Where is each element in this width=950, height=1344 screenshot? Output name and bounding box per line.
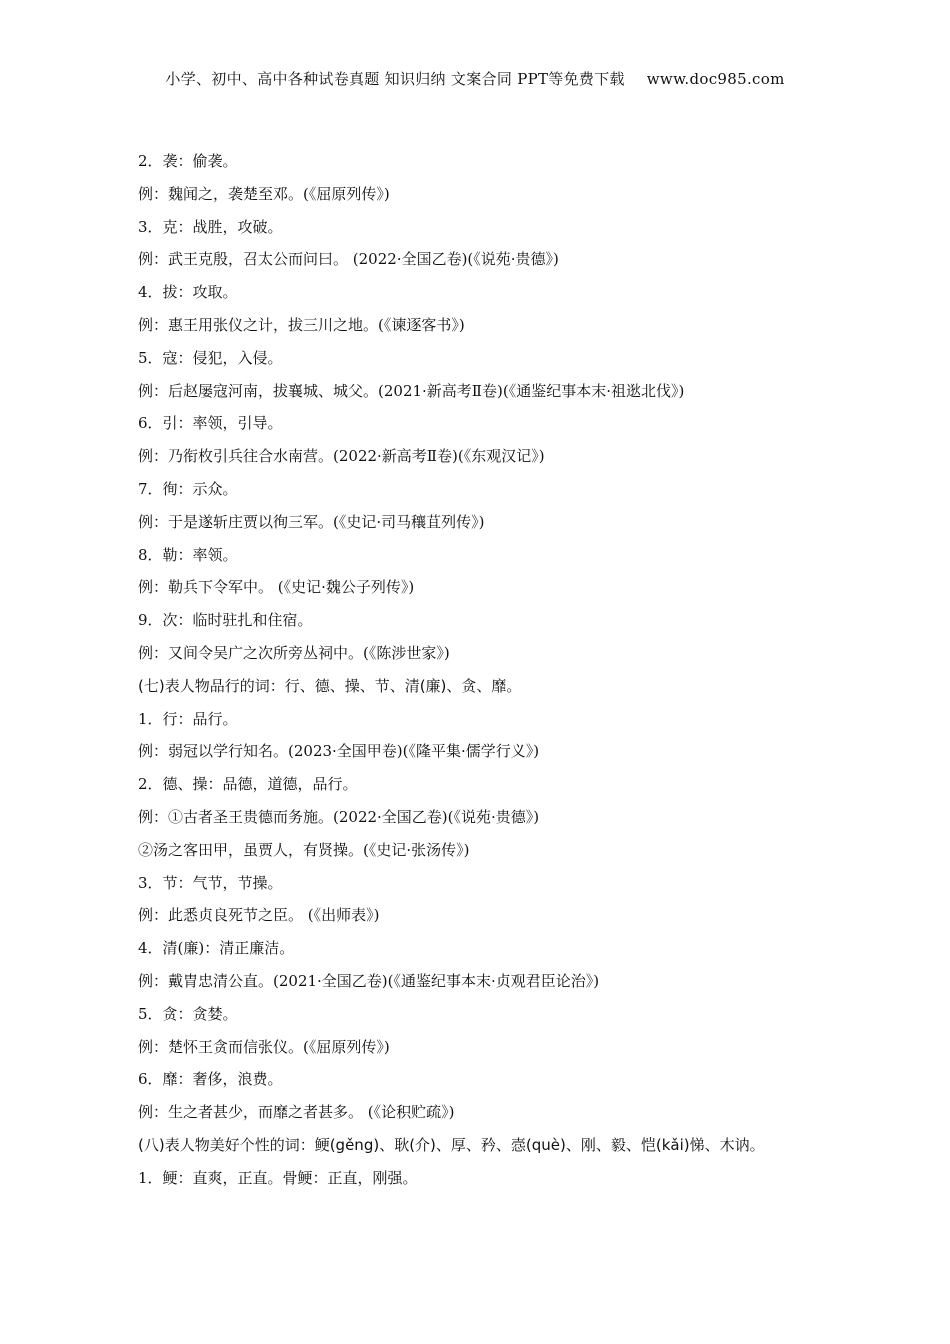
example-line: 例：勒兵下令军中。 (《史记·魏公子列传》) <box>138 578 415 597</box>
item-line: 9．次：临时驻扎和住宿。 <box>138 611 313 630</box>
item-line: 5．贪：贪婪。 <box>138 1004 238 1023</box>
example-line: 例：此悉贞良死节之臣。 (《出师表》) <box>138 906 380 925</box>
example-line: 例：戴胄忠清公直。(2021·全国乙卷)(《通鉴纪事本末·贞观君臣论治》) <box>138 971 600 990</box>
example-line: 例：生之者甚少，而靡之者甚多。 (《论积贮疏》) <box>138 1103 455 1122</box>
item-line: 2．袭：偷袭。 <box>138 152 238 170</box>
example-line: 例：惠王用张仪之计，拔三川之地。(《谏逐客书》) <box>138 315 465 334</box>
item-line: 3．节：气节，节操。 <box>138 873 283 892</box>
example-line: 例：又间令吴广之次所旁丛祠中。(《陈涉世家》) <box>138 643 450 662</box>
example-line: 例：魏闻之，袭楚至邓。(《屈原列传》) <box>138 184 390 203</box>
header-text: 小学、初中、高中各种试卷真题 知识归纳 文案合同 PPT等免费下载 <box>165 70 625 88</box>
item-line: 7．徇：示众。 <box>138 479 238 498</box>
section-heading: (八)表人物美好个性的词：鲠(gěng)、耿(介)、厚、矜、悫(què)、刚、毅、恺(kǎi)悌、木讷。 <box>138 1135 765 1154</box>
example-line: 例：弱冠以学行知名。(2023·全国甲卷)(《隆平集·儒学行义》) <box>138 742 540 761</box>
example-line: 例：楚怀王贪而信张仪。(《屈原列传》) <box>138 1037 390 1056</box>
item-line: 5．寇：侵犯，入侵。 <box>138 348 283 367</box>
example-line: 例：乃衔枚引兵往合水南营。(2022·新高考Ⅱ卷)(《东观汉记》) <box>138 447 545 466</box>
item-line: 2．德、操：品德，道德，品行。 <box>138 775 358 794</box>
example-line: ②汤之客田甲，虽贾人，有贤操。(《史记·张汤传》) <box>138 840 470 859</box>
document-body <box>138 150 838 1200</box>
example-line: 例：后赵屡寇河南，拔襄城、城父。(2021·新高考Ⅱ卷)(《通鉴纪事本末·祖逖北伐》) <box>138 381 685 400</box>
example-line: 例：武王克殷，召太公而问曰。 (2022·全国乙卷)(《说苑·贵德》) <box>138 250 559 269</box>
example-line: 例：①古者圣王贵德而务施。(2022·全国乙卷)(《说苑·贵德》) <box>138 807 540 826</box>
section-heading: (七)表人物品行的词：行、德、操、节、清(廉)、贪、靡。 <box>138 676 522 695</box>
item-line: 1．鲠：直爽，正直。骨鲠：正直，刚强。 <box>138 1168 418 1187</box>
item-line: 6．引：率领，引导。 <box>138 414 283 433</box>
item-line: 1．行：品行。 <box>138 709 238 728</box>
header-url: www.doc985.com <box>646 70 785 88</box>
item-line: 6．靡：奢侈，浪费。 <box>138 1070 283 1089</box>
item-line: 8．勒：率领。 <box>138 545 238 564</box>
page-header <box>0 68 950 89</box>
item-line: 4．清(廉)：清正廉洁。 <box>138 939 295 958</box>
item-line: 3．克：战胜，攻破。 <box>138 217 283 236</box>
example-line: 例：于是遂斩庄贾以徇三军。(《史记·司马穰苴列传》) <box>138 512 485 531</box>
item-line: 4．拔：攻取。 <box>138 283 238 302</box>
